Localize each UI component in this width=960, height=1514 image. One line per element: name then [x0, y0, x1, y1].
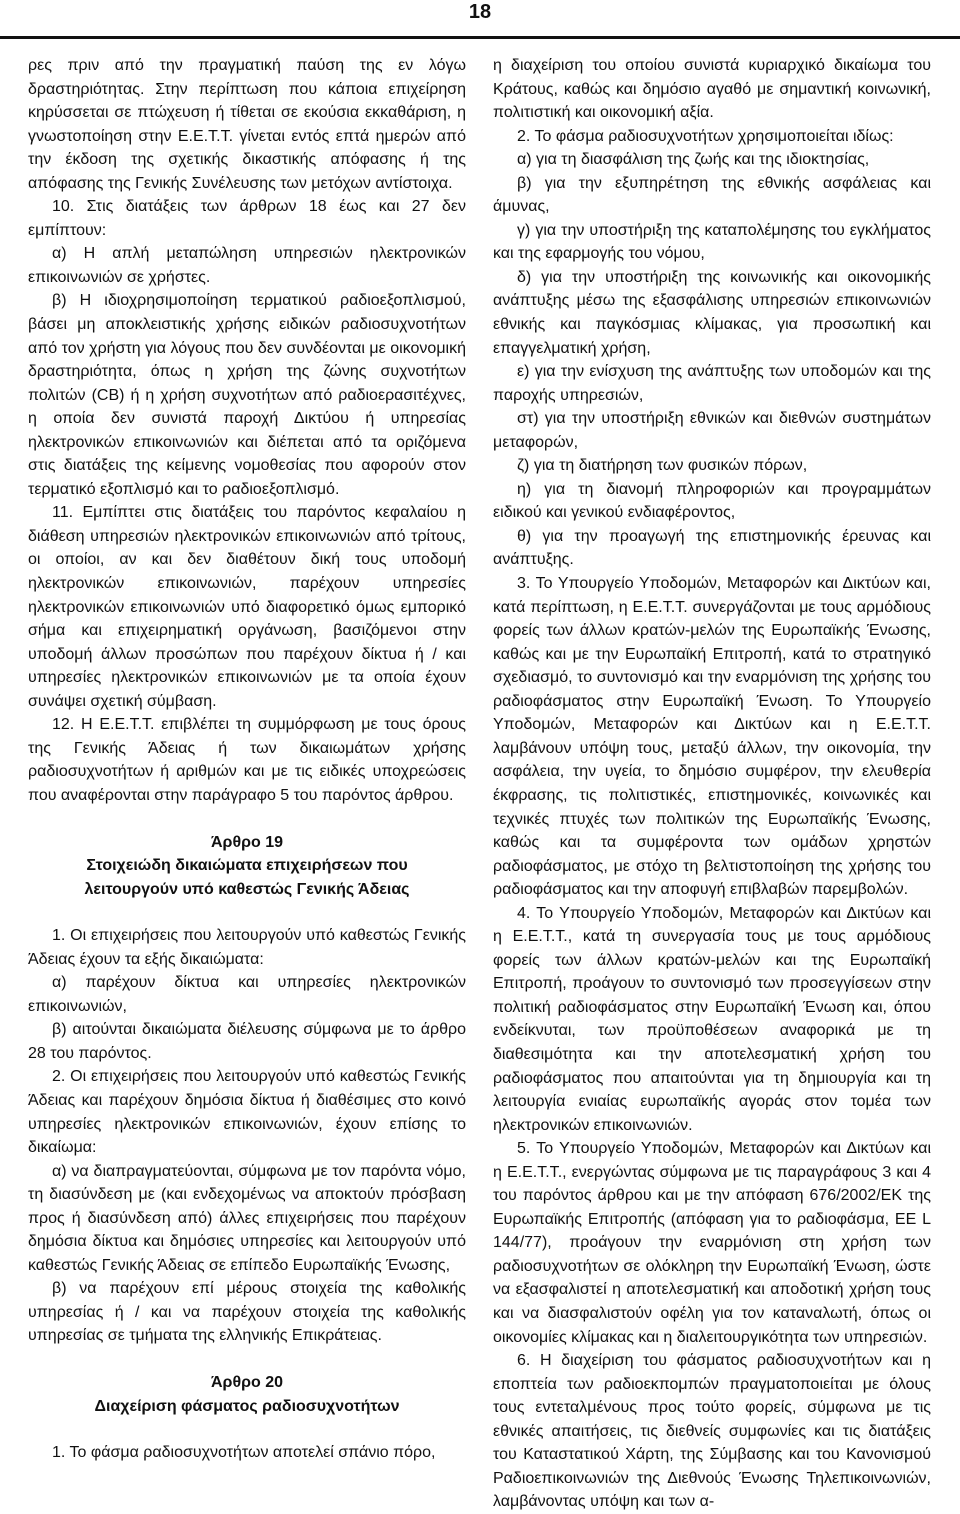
- paragraph: 11. Εμπίπτει στις διατάξεις του παρόντος κεφαλαίου η διάθεση υπηρεσιών ηλεκτρονικών επικοινωνιών από τρίτους, οι οποίοι, αν και δεν διαθέτουν δική τους υποδομή ηλεκτρονικών επικοινωνιών, παρέχουν υπηρεσίες ηλεκτρονικών επικοινωνιών υπό διαφορετικό όμως εμπορικό σήμα και επιχειρηματική οργάνωση, βασιζόμενοι στην υποδομή άλλων προσώπων που παρέχουν δίκτυα ή / και υπηρεσίες ηλεκτρονικών επικοινωνιών με τα οποία έχουν συνάψει σχετική σύμβαση.: [28, 504, 466, 710]
- paragraph: 2. Το φάσμα ραδιοσυχνοτήτων χρησιμοποιείται ιδίως:: [517, 127, 894, 145]
- paragraph: ε) για την ενίσχυση της ανάπτυξης των υποδομών και της παροχής υπηρεσιών,: [493, 363, 931, 404]
- paragraph: 4. Το Υπουργείο Υποδομών, Μεταφορών και Δικτύων και η Ε.Ε.Τ.Τ., κατά τη συνεργασία τους με τους αρμόδιους φορείς των άλλων κρατών-μελών και της Ευρωπαϊκή Επιτροπή, προάγουν το συντονισμό των προσεγγίσεων στην πολιτική ραδιοφάσματος στην Ευρωπαϊκή Ένωση και, όπου ενδείκνυται, των προϋποθέσεων αναφορικά με τη διαθεσιμότητα και την αποτελεσματική χρήση του ραδιοφάσματος που απαιτούνται για τη δημιουργία και τη λειτουργία ενιαίας ευρωπαϊκής αγοράς στον τομέα των ηλεκτρονικών επικοινωνιών.: [493, 904, 931, 1134]
- header-rule: [0, 36, 960, 39]
- paragraph: η διαχείριση του οποίου συνιστά κυριαρχικό δικαίωμα του Κράτους, καθώς και δημόσιο αγαθό με σημαντική κοινωνική, πολιτιστική και οικονομική αξία.: [493, 57, 931, 122]
- paragraph: α) να διαπραγματεύονται, σύμφωνα με τον παρόντα νόμο, τη διασύνδεση με (και ενδεχομένως να αποκτούν πρόσβαση προς ή διασύνδεση από) άλλες επιχειρήσεις που παρέχουν δημόσια δίκτυα και δημόσιες υπηρεσίες και λειτουργούν υπό καθεστώς Γενικής Άδειας σε επίπεδο Ευρωπαϊκής Ένωσης,: [28, 1162, 466, 1274]
- paragraph: ρες πριν από την πραγματική παύση της εν λόγω δραστηριότητας. Στην περίπτωση που κάποια επιχείρηση κηρύσσεται σε πτώχευση ή τίθεται σε εκούσια εκκαθάριση, η γνωστοποίηση στην Ε.Ε.Τ.Τ. γίνεται εντός επτά ημερών από την έκδοση της σχετικής δικαστικής απόφασης ή της απόφασης της Γενικής Συνέλευσης των μετόχων αντίστοιχα.: [28, 57, 466, 192]
- paragraph: 5. Το Υπουργείο Υποδομών, Μεταφορών και Δικτύων και η Ε.Ε.Τ.Τ., ενεργώντας σύμφωνα με τις παραγράφους 3 και 4 του παρόντος άρθρου και με την απόφαση 676/2002/ΕΚ της Ευρωπαϊκής Επιτροπής (απόφαση για το ραδιοφάσμα, ΕΕ L 144/77), προάγουν την εναρμόνιση στη χρήση των ραδιοσυχνοτήτων σε ολόκληρη την Ευρωπαϊκή Ένωση, ώστε να εξασφαλιστεί η αποτελεσματική και αποδοτική χρήση τους και να διασφαλιστούν οφέλη για τον καταναλωτή, όπως οι οικονομίες κλίμακας και η διαλειτουργικότητα των υπηρεσιών.: [493, 1140, 931, 1346]
- paragraph: β) αιτούνται δικαιώματα διέλευσης σύμφωνα με το άρθρο 28 του παρόντος.: [28, 1021, 466, 1062]
- paragraph: 1. Οι επιχειρήσεις που λειτουργούν υπό καθεστώς Γενικής Άδειας έχουν τα εξής δικαιώματα:: [28, 927, 466, 968]
- page-number: 18: [468, 1, 492, 23]
- paragraph: β) Η ιδιοχρησιμοποίηση τερματικού ραδιοεξοπλισμού, βάσει μη αποκλειστικής χρήσης ειδικών ραδιοσυχνοτήτων από τον χρήστη για λόγους που δεν συνδέονται με οικονομική δραστηριότητα, όπως η χρήση της ζώνης συχνοτήτων πολιτών (CB) ή η χρήση συχνοτήτων από ραδιοερασιτέχνες, η οποία δεν συνιστά παροχή Δικτύου ή υπηρεσίας ηλεκτρονικών επικοινωνιών και διέπεται από τα οριζόμενα στις διατάξεις της κείμενης νομοθεσίας που αφορούν στον τερματικό εξοπλισμό και το ραδιοεξοπλισμό.: [28, 292, 466, 498]
- paragraph: 1. Το φάσμα ραδιοσυχνοτήτων αποτελεί σπάνιο πόρο,: [52, 1444, 436, 1462]
- paragraph: β) να παρέχουν επί μέρους στοιχεία της καθολικής υπηρεσίας ή / και να παρέχουν στοιχεία της καθολικής υπηρεσίας σε τμήματα της ελληνικής Επικράτειας.: [28, 1280, 466, 1345]
- paragraph: α) για τη διασφάλιση της ζωής και της ιδιοκτησίας,: [517, 151, 870, 169]
- left-column: [28, 54, 466, 1465]
- right-column: [493, 54, 931, 1514]
- paragraph: β) για την εξυπηρέτηση της εθνικής ασφάλειας και άμυνας,: [493, 174, 931, 216]
- paragraph: 3. Το Υπουργείο Υποδομών, Μεταφορών και Δικτύων και, κατά περίπτωση, η Ε.Ε.Τ.Τ. συνεργάζονται με τους αρμόδιους φορείς των άλλων κρατών-μελών της Ευρωπαϊκής Ένωσης, καθώς και με την Ευρωπαϊκή Επιτροπή, κατά το στρατηγικό σχεδιασμό, το συντονισμό και την εναρμόνιση της χρήσης του ραδιοφάσματος στην Ευρωπαϊκή Ένωση. Το Υπουργείο Υποδομών, Μεταφορών και Δικτύων και η Ε.Ε.Τ.Τ. λαμβάνουν υπόψη τους, μεταξύ άλλων, την οικονομία, την ασφάλεια, την υγεία, το δημόσιο συμφέρον, την ελευθερία έκφρασης, τις πολιτιστικές, επιστημονικές, κοινωνικές και τεχνικές πτυχές των πολιτικών της Ευρωπαϊκής Ένωσης, καθώς και τα συμφέροντα των ομάδων χρηστών ραδιοφάσματος, με στόχο τη βελτιστοποίηση της χρήσης του ραδιοφάσματος και την αποφυγή επιβλαβών παρεμβολών.: [493, 575, 931, 899]
- paragraph: α) Η απλή μεταπώληση υπηρεσιών ηλεκτρονικών επικοινωνιών σε χρήστες.: [28, 245, 466, 286]
- paragraph: α) παρέχουν δίκτυα και υπηρεσίες ηλεκτρονικών επικοινωνιών,: [28, 974, 466, 1015]
- paragraph: 12. Η Ε.Ε.Τ.Τ. επιβλέπει τη συμμόρφωση με τους όρους της Γενικής Άδειας ή των δικαιωμάτων χρήσης ραδιοσυχνοτήτων ή αριθμών και με τις ειδικές υποχρεώσεις που αναφέρονται στην παράγραφο 5 του παρόντος άρθρου.: [28, 716, 466, 804]
- paragraph: στ) για την υποστήριξη εθνικών και διεθνών συστημάτων μεταφορών,: [493, 410, 931, 451]
- article-20-title: Διαχείριση φάσματος ραδιοσυχνοτήτων: [94, 1397, 400, 1415]
- paragraph: θ) για την προαγωγή της επιστημονικής έρευνας και ανάπτυξης.: [493, 527, 931, 569]
- page-header: [0, 0, 960, 42]
- paragraph: η) για τη διανομή πληροφοριών και προγραμμάτων ειδικού και γενικού ενδιαφέροντος,: [493, 480, 931, 522]
- paragraph: 2. Οι επιχειρήσεις που λειτουργούν υπό καθεστώς Γενικής Άδειας και παρέχουν δημόσια δίκτυα ή διαθέσιμες στο κοινό υπηρεσίες ηλεκτρονικών επικοινωνιών, έχουν επίσης το δικαίωμα:: [28, 1068, 466, 1157]
- article-19-title-line-1: Στοιχειώδη δικαιώματα επιχειρήσεων που: [86, 857, 408, 875]
- article-19-number: Άρθρο 19: [210, 833, 283, 851]
- article-19-title-line-2: λειτουργούν υπό καθεστώς Γενικής Άδειας: [84, 880, 410, 898]
- paragraph: γ) για την υποστήριξη της καταπολέμησης του εγκλήματος και της εφαρμογής του νόμου,: [493, 221, 931, 263]
- paragraph: ζ) για τη διατήρηση των φυσικών πόρων,: [517, 457, 808, 475]
- paragraph: 6. Η διαχείριση του φάσματος ραδιοσυχνοτήτων και η εποπτεία των ραδιοεκπομπών πραγματοποιείται με όλους τους εντεταλμένους προς τούτο φορείς, σύμφωνα με τις εθνικές απαιτήσεις, τις διεθνείς συμφωνίες και τις διατάξεις του Καταστατικού Χάρτη, της Σύμβασης και του Κανονισμού Ραδιοεπικοινωνιών της Διεθνούς Ένωσης Τηλεπικοινωνιών, λαμβάνοντας υπόψη και των α-: [493, 1352, 931, 1511]
- paragraph: δ) για την υποστήριξη της κοινωνικής και οικονομικής ανάπτυξης μέσω της εξασφάλισης υπηρεσιών επικοινωνιών εθνικής και παγκόσμιας κλίμακας, για προσωπική και επαγγελματική χρήση,: [493, 268, 931, 357]
- article-20-number: Άρθρο 20: [210, 1373, 283, 1391]
- paragraph: 10. Στις διατάξεις των άρθρων 18 έως και 27 δεν εμπίπτουν:: [28, 198, 466, 239]
